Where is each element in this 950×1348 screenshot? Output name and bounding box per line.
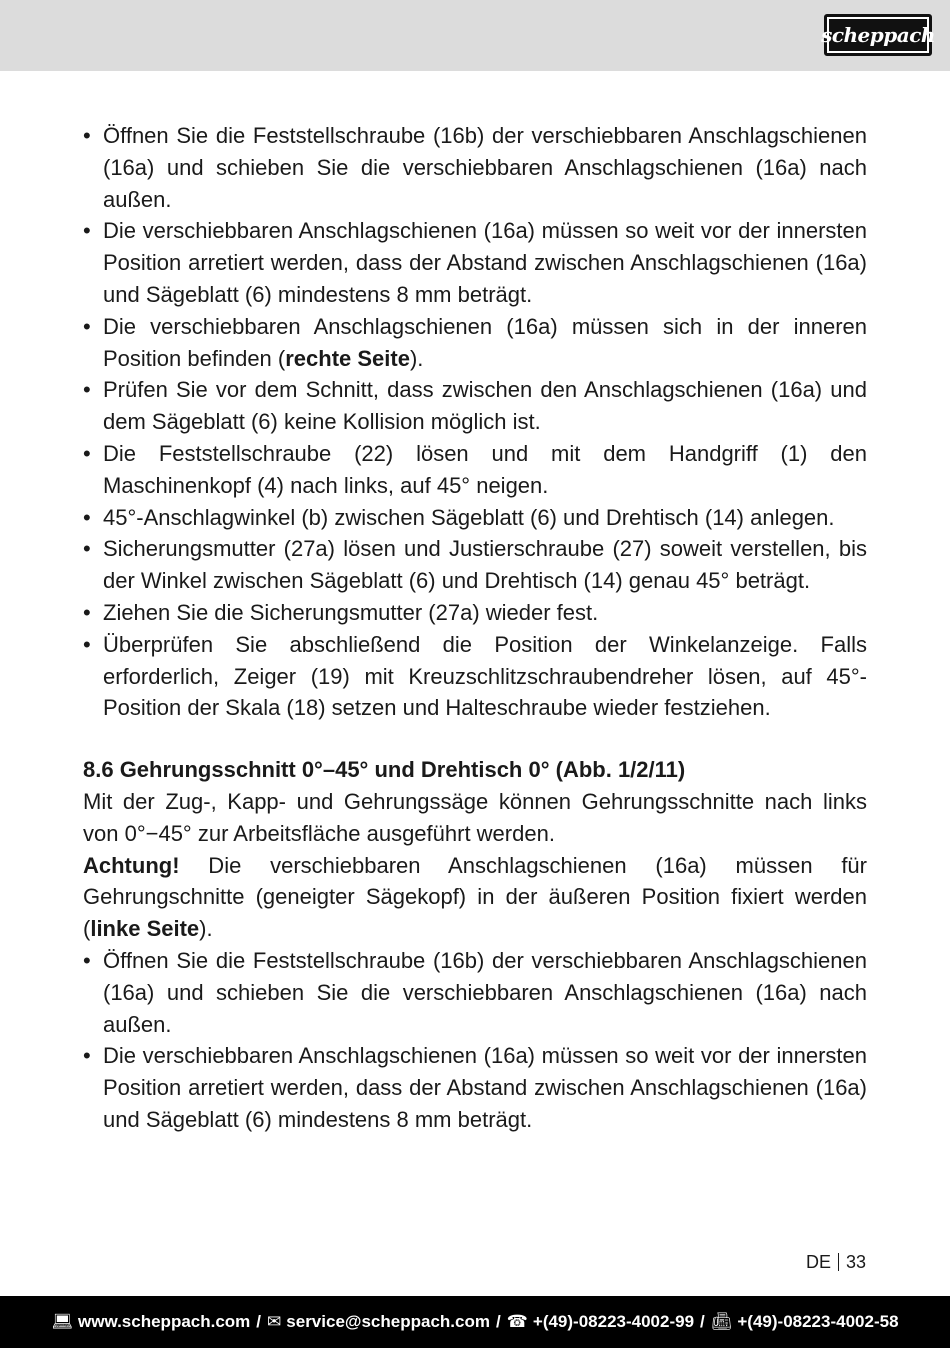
page-number <box>806 1252 866 1273</box>
page-language: DE <box>805 1252 831 1272</box>
list-item-text: Die verschiebbaren Anschlagschienen (16a) müssen so weit vor der innersten Position arretiert werden, dass der Abstand zwischen Anschlagschienen (16a) und Sägeblatt (6) mindestens 8 mm beträgt. <box>103 1043 867 1132</box>
instruction-list-1 <box>83 120 867 724</box>
footer-separator: / <box>256 1312 262 1331</box>
warning-paragraph <box>83 850 867 945</box>
logo-text: scheppach <box>821 23 935 47</box>
list-item-text: Die verschiebbaren Anschlagschienen (16a) müssen so weit vor der innersten Position arretiert werden, dass der Abstand zwischen Anschlagschienen (16a) und Sägeblatt (6) mindestens 8 mm beträgt. <box>103 218 867 307</box>
list-item-text: Überprüfen Sie abschließend die Position der Winkelanzeige. Falls erforderlich, Zeiger (19) mit Kreuzschlitzschraubendreher lösen, auf 45°-Position der Skala (18) setzen und Halteschraube wieder festziehen. <box>103 631 867 721</box>
list-item-text-post: ). <box>409 345 424 371</box>
footer-separator: / <box>700 1312 705 1331</box>
list-item-text: Prüfen Sie vor dem Schnitt, dass zwischen den Anschlagschienen (16a) und dem Sägeblatt (6) keine Kollision möglich ist. <box>103 377 867 435</box>
phone-icon: ☎︎ <box>506 1312 528 1331</box>
instruction-list-2 <box>83 945 867 1136</box>
list-item <box>83 438 867 502</box>
warning-text: Die verschiebbaren Anschlagschienen (16a) müssen für Gehrungschnitte (geneigter Sägekopf) in der äußeren Position fixiert werden ( <box>83 852 867 942</box>
list-item <box>83 945 867 1040</box>
footer-separator: / <box>495 1312 501 1331</box>
bullet-icon: • <box>83 218 91 244</box>
section-spacer <box>83 724 867 754</box>
list-item <box>83 533 867 597</box>
list-item <box>83 629 867 724</box>
bullet-icon: • <box>83 123 91 148</box>
bullet-icon: • <box>83 536 91 562</box>
section-intro: Mit der Zug-, Kapp- und Gehrungssäge können Gehrungsschnitte nach links von 0°−45° zur Arbeitsfläche ausgeführt werden. <box>83 788 867 846</box>
computer-icon: 💻︎ <box>51 1312 74 1331</box>
scheppach-logo <box>821 14 935 56</box>
list-item-bold: rechte Seite <box>285 345 410 371</box>
list-item <box>83 597 867 629</box>
bullet-icon: • <box>83 440 91 466</box>
bullet-icon: • <box>83 313 91 339</box>
bullet-icon: • <box>83 377 91 403</box>
footer-fax[interactable]: +(49)-08223-4002-58 <box>737 1312 899 1331</box>
bullet-icon: • <box>83 947 91 973</box>
list-item <box>83 120 867 215</box>
bullet-icon: • <box>83 504 91 530</box>
list-item-text: Ziehen Sie die Sicherungsmutter (27a) wieder fest. <box>103 599 599 625</box>
warning-bold: linke Seite <box>90 916 200 942</box>
list-item-text-pre: Die verschiebbaren Anschlagschienen (16a) müssen sich in der inneren Position befinden ( <box>103 313 867 371</box>
warning-label: Achtung! <box>83 852 180 878</box>
warning-end: ). <box>199 916 213 942</box>
header-band <box>0 0 950 71</box>
list-item <box>83 374 867 438</box>
list-item <box>83 311 867 375</box>
footer-phone[interactable]: +(49)-08223-4002-99 <box>532 1312 695 1331</box>
contact-footer <box>0 1296 950 1348</box>
bullet-icon: • <box>83 1043 91 1069</box>
section-heading: 8.6 Gehrungsschnitt 0°–45° und Drehtisch 0° (Abb. 1/2/11) <box>83 757 686 783</box>
page-content <box>83 120 867 1136</box>
bullet-icon: • <box>83 631 91 657</box>
footer-website[interactable]: www.scheppach.com <box>78 1312 251 1331</box>
list-item-text: 45°-Anschlagwinkel (b) zwischen Sägeblatt (6) und Drehtisch (14) anlegen. <box>103 504 835 530</box>
list-item <box>83 215 867 310</box>
list-item-text: Öffnen Sie die Feststellschraube (16b) der verschiebbaren Anschlagschienen (16a) und schieben Sie die verschiebbaren Anschlagschienen (16a) nach außen. <box>103 123 867 212</box>
page-number-divider <box>838 1253 839 1271</box>
list-item <box>83 1040 867 1135</box>
list-item <box>83 502 867 534</box>
page-number-value: 33 <box>845 1252 866 1272</box>
email-icon: ✉︎ <box>267 1312 282 1331</box>
list-item-text: Öffnen Sie die Feststellschraube (16b) der verschiebbaren Anschlagschienen (16a) und schieben Sie die verschiebbaren Anschlagschienen (16a) nach außen. <box>103 947 867 1037</box>
bullet-icon: • <box>83 599 91 625</box>
footer-email[interactable]: service@scheppach.com <box>286 1312 490 1331</box>
list-item-text: Sicherungsmutter (27a) lösen und Justierschraube (27) soweit verstellen, bis der Winkel zwischen Sägeblatt (6) und Drehtisch (14) genau 45° beträgt. <box>103 536 867 594</box>
fax-icon: 📠︎ <box>710 1312 733 1331</box>
list-item-text: Die Feststellschraube (22) lösen und mit dem Handgriff (1) den Maschinenkopf (4) nach links, auf 45° neigen. <box>103 440 867 498</box>
